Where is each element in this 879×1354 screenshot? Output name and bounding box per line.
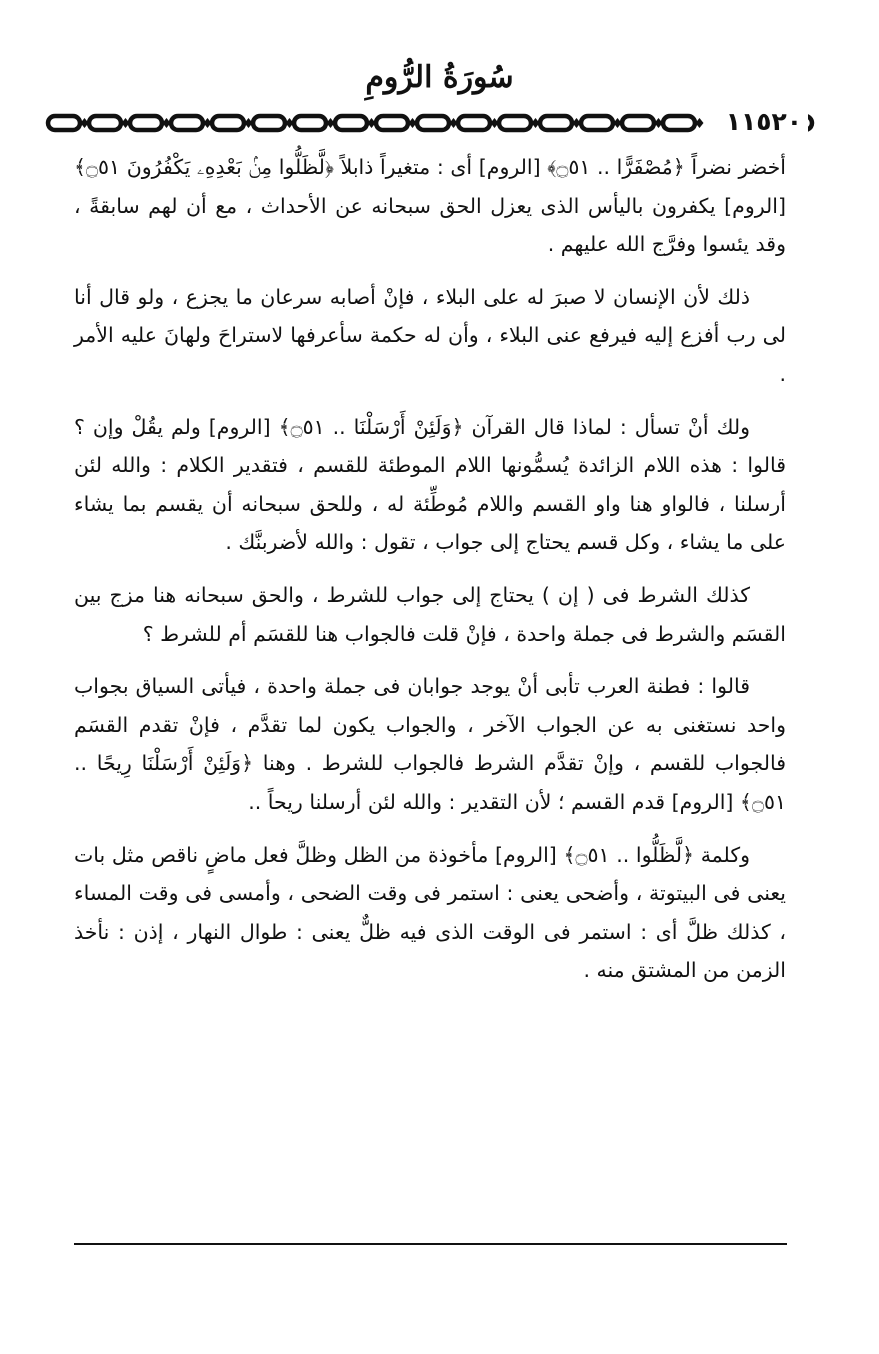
ornamental-header-band xyxy=(44,107,816,136)
paragraph-1: أخضر نضراً ﴿مُصْفَرًّا .. ۝٥١﴾ [الروم] أى : متغيراً ذابلاً ﴿لَّظَلُّوا مِنۢ بَعْدِهِۦ يَكْفُرُونَ ۝٥١﴾ [الروم] يكفرون باليأس الذى يعزل الحق سبحانه عن الأحداث ، مع أن لهم سابقةً ، وقد يئسوا وفرَّج الله عليهم . xyxy=(74,155,786,257)
paragraph-4: كذلك الشرط فى ( إن ) يحتاج إلى جواب للشرط ، والحق سبحانه هنا مزج بين القسَم والشرط فى جملة واحدة ، فإنْ قلت فالجواب هنا للقسَم أم للشرط ؟ xyxy=(74,582,786,646)
paragraph-3: ولك أنْ تسأل : لماذا قال القرآن ﴿وَلَئِنْ أَرْسَلْنَا .. ۝٥١﴾ [الروم] ولم يقُلْ وإن ؟ قالوا : هذه اللام الزائدة يُسمُّونها اللام الموطئة للقسم ، فتقدير الكلام : والله لئن أرسلنا ، فالواو هنا واو القسم واللام مُوطِّئة له ، وللحق سبحانه أن يقسم بما يشاء على ما يشاء ، وكل قسم يحتاج إلى جواب ، تقول : والله لأضربنَّك . xyxy=(74,414,786,555)
chain-link xyxy=(540,116,572,130)
chain-link xyxy=(48,116,80,130)
paragraph-5: قالوا : فطنة العرب تأبى أنْ يوجد جوابان فى جملة واحدة ، فيأتى السياق بجواب واحد نستغنى به عن الجواب الآخر ، والجواب يكون لما تقدَّم ، فإنْ تقدم القسَم فالجواب للقسم ، وإنْ تقدَّم الشرط فالجواب للشرط . وهنا ﴿وَلَئِنْ أَرْسَلْنَا رِيحًا .. ۝٥١﴾ [الروم] قدم القسم ؛ لأن التقدير : والله لئن أرسلنا ريحاً .. xyxy=(74,674,786,814)
chain-link xyxy=(622,116,654,130)
chain-link xyxy=(417,116,449,130)
chain-link xyxy=(581,116,613,130)
chain-link xyxy=(171,116,203,130)
chain-ornament-icon xyxy=(44,110,816,136)
chain-link xyxy=(335,116,367,130)
chain-link xyxy=(89,116,121,130)
chain-link xyxy=(212,116,244,130)
chain-link xyxy=(253,116,285,130)
chain-link xyxy=(458,116,490,130)
chain-link xyxy=(294,116,326,130)
footer-rule xyxy=(74,1243,787,1245)
surah-title: سُورَةُ الرُّومِ xyxy=(365,60,514,95)
chain-link xyxy=(499,116,531,130)
paragraph-2: ذلك لأن الإنسان لا صبرَ له على البلاء ، فإنْ أصابه سرعان ما يجزع ، ولو قال أنا لى رب أفزع إليه فيرفع عنى البلاء ، وأن له حكمة سأعرفها لاستراحَ ولهانَ عليه الأمر . xyxy=(74,284,786,386)
page-number: ١١٥٢٠ xyxy=(720,107,808,137)
chain-link xyxy=(663,116,695,130)
paragraph-6: وكلمة ﴿لَّظَلُّوا .. ۝٥١﴾ [الروم] مأخوذة من الظل وظلَّ فعل ماضٍ ناقص مثل بات يعنى فى البيتوتة ، وأضحى يعنى : استمر فى وقت الضحى ، وأمسى فى وقت المساء ، كذلك ظلَّ أى : استمر فى الوقت الذى فيه ظلٌّ يعنى : طوال النهار ، إذن : نأخذ الزمن من المشتق منه . xyxy=(74,842,786,983)
chain-link xyxy=(130,116,162,130)
chain-diamond xyxy=(696,118,704,128)
body-text xyxy=(74,148,786,1004)
chain-link xyxy=(376,116,408,130)
